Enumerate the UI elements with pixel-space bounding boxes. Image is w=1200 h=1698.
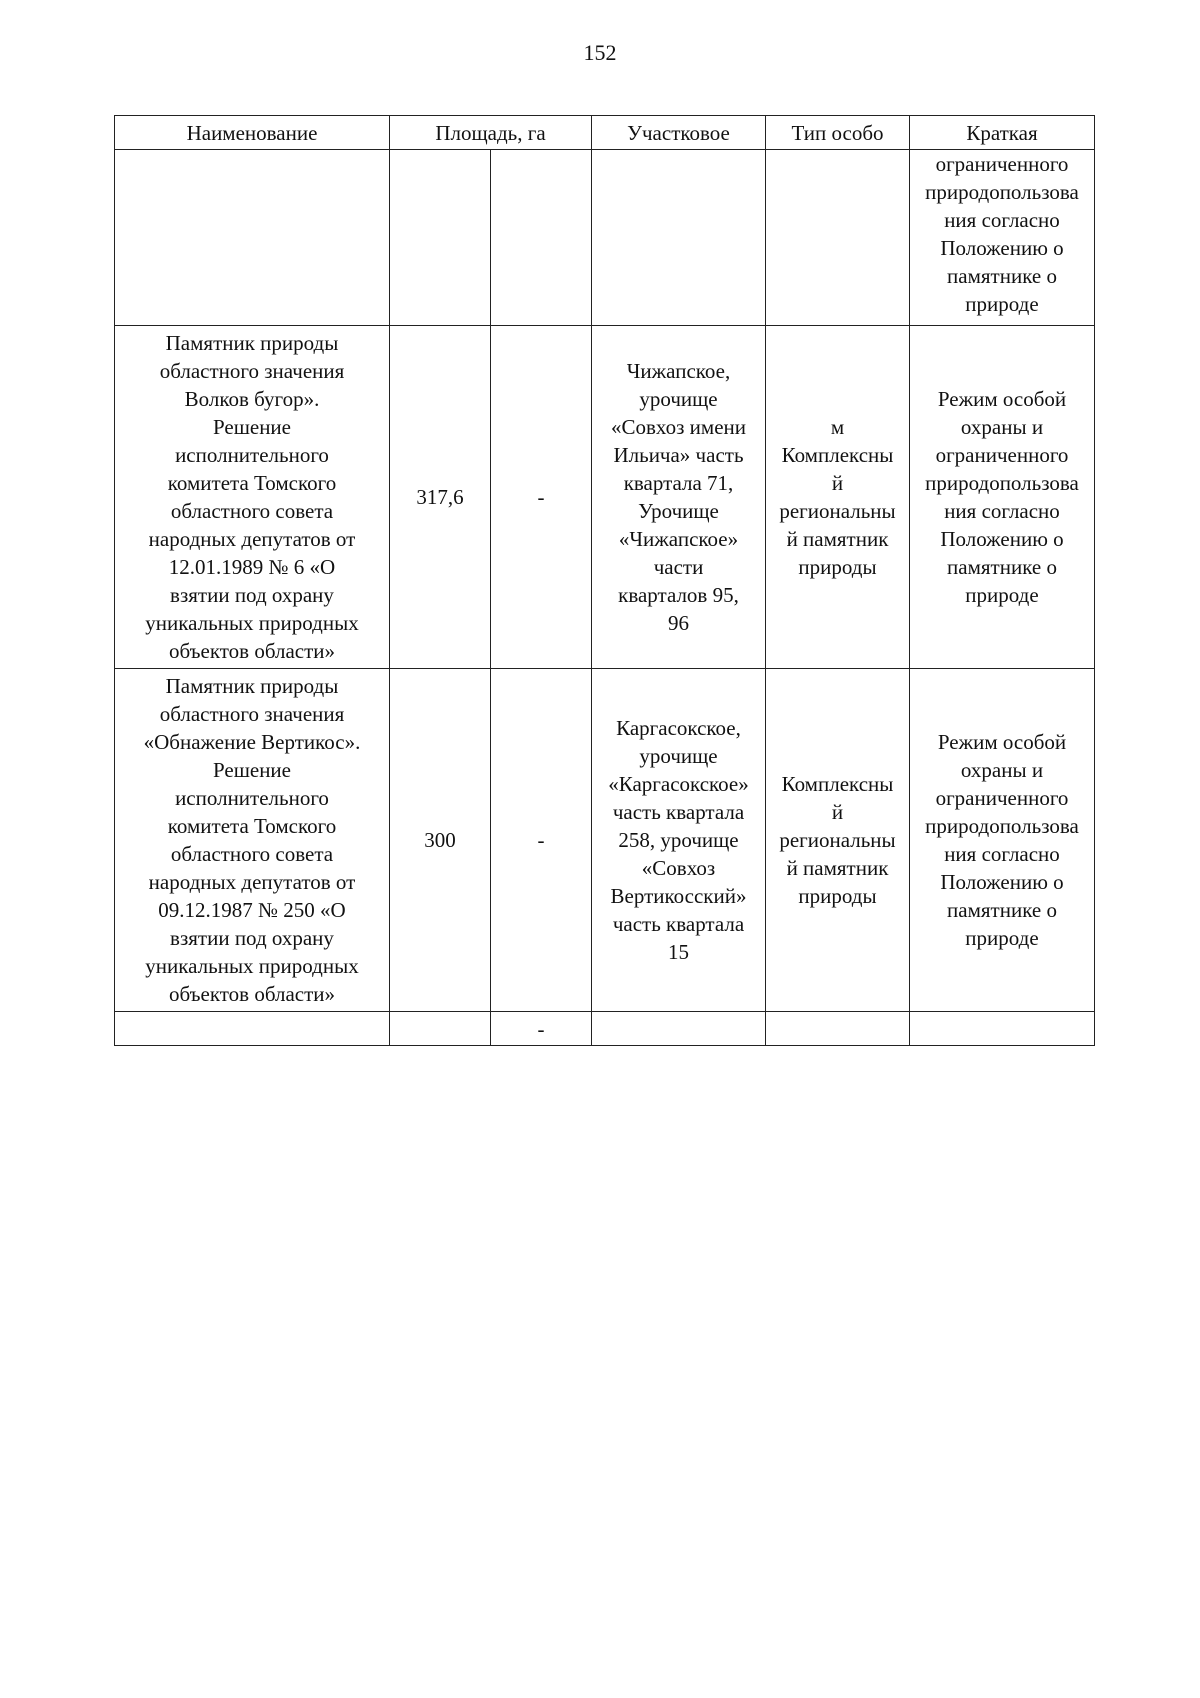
text-line: природопользова: [925, 814, 1079, 838]
text-line: объектов области»: [168, 639, 336, 663]
protected-areas-table: [114, 115, 1095, 1046]
text-line: ния согласно: [944, 208, 1060, 232]
text-line: памятнике о: [947, 555, 1057, 579]
text-line: региональны: [779, 499, 896, 523]
text-line: й памятник: [786, 856, 889, 880]
text-line: Памятник природы: [165, 674, 339, 698]
cell-name: [115, 1012, 390, 1046]
cell-name: [115, 326, 390, 669]
text-line: Волков бугор».: [184, 387, 320, 411]
text-line: народных депутатов от: [148, 870, 356, 894]
text-line: комитета Томского: [167, 814, 337, 838]
header-type: Тип особо: [766, 116, 910, 150]
header-name: Наименование: [115, 116, 390, 150]
text-line: Ильича» часть: [613, 443, 744, 467]
text-line: областного значения: [159, 702, 345, 726]
text-line: «Чижапское»: [618, 527, 739, 551]
cell-area-extra: -: [491, 669, 592, 1012]
text-line: ограниченного: [935, 786, 1069, 810]
cell-desc: [910, 150, 1095, 326]
text-line: уникальных природных: [145, 611, 359, 635]
cell-area-extra: -: [491, 326, 592, 669]
table-row: [115, 326, 1095, 669]
cell-type: [766, 669, 910, 1012]
text-line: 12.01.1989 № 6 «О: [168, 555, 336, 579]
text-line: «Совхоз: [641, 856, 716, 880]
text-line: й: [831, 471, 844, 495]
header-district: Участковое: [592, 116, 766, 150]
text-line: природе: [965, 926, 1039, 950]
text-line: комитета Томского: [167, 471, 337, 495]
text-line: уникальных природных: [145, 954, 359, 978]
cell-area: 300: [390, 669, 491, 1012]
cell-area-extra: -: [491, 1012, 592, 1046]
text-line: Урочище: [638, 499, 719, 523]
text-line: охраны и: [960, 415, 1044, 439]
text-line: объектов области»: [168, 982, 336, 1006]
text-line: народных депутатов от: [148, 527, 356, 551]
text-line: природы: [798, 884, 877, 908]
text-line: исполнительного: [175, 786, 329, 810]
cell-type: [766, 1012, 910, 1046]
text-line: памятнике о: [947, 898, 1057, 922]
text-line: «Совхоз имени: [611, 415, 746, 439]
cell-district: [592, 669, 766, 1012]
text-line: Положению о: [940, 870, 1064, 894]
text-line: й: [831, 800, 844, 824]
text-line: й памятник: [786, 527, 889, 551]
text-line: части: [653, 555, 704, 579]
cell-area: [390, 150, 491, 326]
text-line: кварталов 95,: [618, 583, 739, 607]
text-line: «Обнажение Вертикос».: [143, 730, 361, 754]
text-line: взятии под охрану: [170, 583, 334, 607]
text-line: ограниченного: [935, 443, 1069, 467]
cell-area-extra: [491, 150, 592, 326]
cell-name: [115, 150, 390, 326]
cell-area: 317,6: [390, 326, 491, 669]
text-line: Режим особой: [937, 387, 1067, 411]
cell-desc: [910, 1012, 1095, 1046]
text-line: исполнительного: [175, 443, 329, 467]
cell-type: [766, 326, 910, 669]
text-line: 09.12.1987 № 250 «О: [158, 898, 346, 922]
text-line: часть квартала: [612, 912, 745, 936]
text-line: Положению о: [940, 527, 1064, 551]
text-line: Решение: [212, 415, 291, 439]
text-line: Решение: [212, 758, 291, 782]
cell-district: [592, 150, 766, 326]
table-row: [115, 669, 1095, 1012]
text-line: 258, урочище: [618, 828, 739, 852]
table-row-end: [115, 1012, 1095, 1046]
text-line: 15: [668, 940, 689, 964]
text-line: природопользова: [925, 180, 1079, 204]
text-line: природе: [965, 583, 1039, 607]
table-row-continuation: [115, 150, 1095, 326]
text-line: природе: [965, 292, 1039, 316]
text-line: Комплексны: [781, 443, 894, 467]
text-line: взятии под охрану: [170, 926, 334, 950]
text-line: региональны: [779, 828, 896, 852]
text-line: урочище: [639, 744, 718, 768]
text-line: областного совета: [170, 842, 334, 866]
text-line: природы: [798, 555, 877, 579]
text-line: Комплексны: [781, 772, 894, 796]
text-line: урочище: [639, 387, 718, 411]
text-line: Чижапское,: [626, 359, 731, 383]
header-desc: Краткая: [910, 116, 1095, 150]
cell-desc: [910, 326, 1095, 669]
cell-district: [592, 326, 766, 669]
text-line: природопользова: [925, 471, 1079, 495]
cell-district: [592, 1012, 766, 1046]
text-line: Каргасокское,: [616, 716, 741, 740]
text-line: памятнике о: [947, 264, 1057, 288]
header-area: Площадь, га: [390, 116, 592, 150]
cell-desc: [910, 669, 1095, 1012]
cell-type: [766, 150, 910, 326]
page-number: 152: [583, 40, 617, 65]
text-line: областного совета: [170, 499, 334, 523]
text-line: Вертикосский»: [610, 884, 747, 908]
cell-name: [115, 669, 390, 1012]
text-line: Положению о: [940, 236, 1064, 260]
text-line: ния согласно: [944, 842, 1060, 866]
text-line: областного значения: [159, 359, 345, 383]
text-line: Режим особой: [937, 730, 1067, 754]
text-line: Памятник природы: [165, 331, 339, 355]
text-line: квартала 71,: [623, 471, 734, 495]
text-line: ния согласно: [944, 499, 1060, 523]
text-line: охраны и: [960, 758, 1044, 782]
text-line: ограниченного: [935, 152, 1069, 176]
text-line: м: [830, 415, 845, 439]
text-line: «Каргасокское»: [608, 772, 749, 796]
text-line: 96: [668, 611, 689, 635]
text-line: часть квартала: [612, 800, 745, 824]
table-header-row: [115, 116, 1095, 150]
cell-area: [390, 1012, 491, 1046]
